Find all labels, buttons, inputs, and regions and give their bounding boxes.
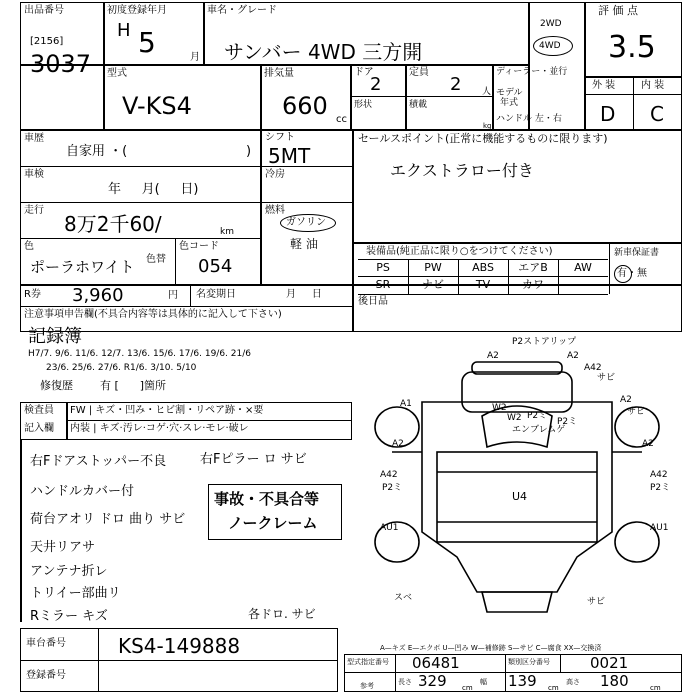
diagram-rear-gate: [482, 592, 552, 612]
equip-sr: SR: [375, 278, 391, 291]
seat-label: 定員: [409, 67, 429, 78]
history-label: 車歴: [24, 133, 44, 144]
color-code-value: 054: [198, 256, 233, 277]
seat-unit: 人: [482, 87, 492, 97]
drive-2wd: 2WD: [540, 19, 562, 29]
width-label: 幅: [480, 678, 487, 686]
equip-navi: ナビ: [422, 278, 444, 291]
color-swap-label: 色替: [146, 254, 166, 265]
door-value: 2: [370, 74, 382, 95]
repair-label: 修復歴: [40, 379, 73, 392]
history-value: 自家用 ・(: [66, 144, 128, 159]
mark-2: A2: [567, 351, 579, 361]
notes-line2: H7/7. 9/6. 11/6. 12/7. 13/6. 15/6. 17/6. 19/6. 21/6: [28, 349, 251, 359]
remark-2: ハンドルカバー付: [30, 484, 135, 499]
chassis-label: 車台番号: [26, 638, 66, 649]
mark-18: P2ミ: [650, 483, 671, 493]
mark-11: エンブレムゲ: [512, 425, 566, 435]
stamp-line-2: ノークレーム: [228, 514, 318, 532]
int-value: C: [650, 102, 664, 126]
reg-month-unit: 月: [190, 52, 200, 63]
remark-right-2: 各ドロ. サビ: [248, 607, 316, 621]
grade-label: 評 価 点: [598, 4, 638, 17]
equip-abs: ABS: [472, 261, 494, 274]
reg-year: 5: [138, 26, 156, 59]
mark-10: P2ミ: [557, 417, 578, 427]
grade-value: 3.5: [608, 30, 656, 65]
inspector-row-2: 内装 | キズ·汚レ·コゲ·穴·スレ·モレ·破レ: [70, 423, 249, 434]
remark-5: アンテナ折レ: [30, 564, 108, 579]
width-value: 139: [508, 672, 537, 690]
door-label: ドア: [354, 67, 374, 78]
height-value: 180: [600, 672, 629, 690]
namechange-value: 月 日: [286, 289, 322, 300]
equip-tv: TV: [475, 278, 491, 291]
mark-20: AU1: [380, 523, 399, 533]
height-cm: cm: [650, 684, 661, 692]
reg-era: H: [117, 20, 131, 41]
model-designation-value: 06481: [412, 654, 460, 672]
fuel-diesel: 軽 油: [290, 237, 318, 251]
shift-label: シフト: [265, 132, 295, 143]
notes-line3: 23/6. 25/6. 27/6. R1/6. 3/10. 5/10: [46, 363, 197, 373]
notes-title: 注意事項申告欄(不具合内容等は具体的に記入して下さい): [24, 309, 282, 320]
mark-12: サビ: [627, 407, 646, 417]
car-diagram: [352, 332, 682, 622]
notes-line1: 記録簿: [28, 326, 82, 347]
mark-21: AU1: [650, 523, 669, 533]
mark-3: A42: [584, 363, 602, 373]
shift-value: 5MT: [268, 144, 311, 168]
stamp-line-1: 事故・不具合等: [214, 490, 320, 508]
mark-17: A42: [650, 470, 668, 480]
lot-sub: [2156]: [30, 36, 64, 47]
dealer-label: ディーラー・並行: [496, 67, 568, 77]
equip-pw: PW: [424, 261, 442, 274]
name-label: 車名・グレード: [207, 5, 277, 16]
mark-19: U4: [512, 490, 528, 503]
inspection-label: 車検: [24, 169, 44, 180]
mileage-value: 8万2千60/: [64, 212, 162, 236]
sales-title: セールスポイント(正常に機能するものに限ります): [358, 132, 608, 145]
seat-value: 2: [450, 74, 462, 95]
model-year-label: 年式: [500, 98, 519, 108]
equipment-title: 装備品(純正品に限り○をつけてください): [366, 246, 553, 257]
shape-label: 形状: [354, 100, 373, 110]
new-warranty-label: 新車保証書: [614, 248, 660, 258]
model-designation-label: 型式指定番号: [347, 658, 389, 666]
mark-8: P2ミ: [527, 411, 548, 421]
fuel-gas: ガソリン: [286, 217, 326, 228]
remark-4: 天井リアサ: [30, 540, 96, 555]
mileage-unit: km: [220, 227, 234, 237]
height-label: 高さ: [566, 678, 580, 686]
mark-22: スベ: [394, 593, 413, 603]
equip-leather: カワ: [522, 278, 544, 291]
recycle-value: 3,960: [72, 285, 124, 306]
type-label: 型式: [107, 68, 127, 79]
load-unit: kg: [483, 122, 492, 130]
recycle-unit: 円: [168, 290, 178, 301]
equip-aw: AW: [574, 261, 592, 274]
mark-7: A2: [620, 395, 632, 405]
remark-1: 右Fドアストッパー不良: [30, 454, 167, 469]
mark-13: A2: [392, 439, 404, 449]
width-cm: cm: [548, 684, 559, 692]
ext-value: D: [600, 102, 616, 126]
remark-6: トリイー部曲リ: [30, 586, 121, 601]
mark-4: サビ: [597, 373, 616, 383]
ext-label: 外 装: [592, 80, 616, 91]
fuel-label: 燃料: [265, 205, 285, 216]
ref-label: 参考: [360, 682, 374, 690]
length-cm: cm: [462, 684, 473, 692]
mark-15: A42: [380, 470, 398, 480]
color-value: ポーラホワイト: [30, 258, 135, 276]
load-label: 積載: [409, 100, 428, 110]
aftermarket-label: 後日品: [358, 296, 388, 307]
mark-16: P2ミ: [382, 483, 403, 493]
namechange-label: 名変期日: [196, 289, 236, 300]
repair-value: 有 [ ]箇所: [100, 379, 167, 392]
mark-23: サビ: [587, 597, 606, 607]
classification-label: 類別区分番号: [508, 658, 550, 666]
chassis-value: KS4-149888: [118, 634, 241, 658]
inspector-row-1: FW | キズ・凹み・ヒビ割・リペア跡・×要: [70, 405, 264, 416]
color-label: 色: [24, 241, 34, 252]
handle-label: ハンドル 左・右: [496, 114, 562, 124]
remark-right: 右Fピラー ロ サビ: [200, 452, 307, 467]
name-value: サンバー 4WD 三方開: [224, 40, 423, 64]
sales-value: エクストラロー付き: [390, 161, 534, 180]
disp-value: 660: [282, 92, 328, 120]
type-value: V-KS4: [122, 92, 192, 120]
reg-label: 初度登録年月: [107, 5, 167, 16]
mark-1: A2: [487, 351, 499, 361]
inspection-value: 年 月( 日): [108, 182, 199, 197]
mark-5: A1: [400, 399, 412, 409]
equip-ps: PS: [376, 261, 390, 274]
inspector-label-2: 記入欄: [24, 423, 54, 434]
new-warranty-value: 有・無: [617, 268, 647, 279]
lot-number: 3037: [30, 50, 92, 78]
model-label: モデル: [496, 88, 523, 98]
diagram-legend: A—キズ E—エクボ U—凹み W—補修跡 S—サビ C—腐食 XX—交換済: [380, 644, 602, 652]
mark-14: A2: [642, 439, 654, 449]
mileage-label: 走行: [24, 205, 44, 216]
mark-6: W2: [492, 403, 507, 413]
recycle-label: R券: [24, 289, 41, 300]
disp-unit: cc: [336, 114, 347, 125]
mark-0: P2ストアリップ: [512, 337, 577, 347]
reg-no-label: 登録番号: [26, 670, 66, 681]
classification-value: 0021: [590, 654, 629, 672]
equip-airbag: エアB: [518, 261, 548, 274]
mark-9: W2: [507, 413, 522, 423]
remark-3: 荷台アオリ ドロ 曲り サビ: [30, 512, 186, 527]
length-label: 長さ: [398, 678, 412, 686]
int-label: 内 装: [641, 80, 665, 91]
drive-4wd: 4WD: [539, 41, 561, 51]
history-close: ): [246, 144, 252, 159]
lot-label: 出品番号: [24, 5, 64, 16]
ac-label: 冷房: [265, 169, 285, 180]
remark-7: Rミラー キズ: [30, 609, 108, 624]
inspector-label-1: 検査員: [24, 405, 54, 416]
color-code-label: 色コード: [179, 241, 219, 252]
length-value: 329: [418, 672, 447, 690]
disp-label: 排気量: [264, 68, 294, 79]
